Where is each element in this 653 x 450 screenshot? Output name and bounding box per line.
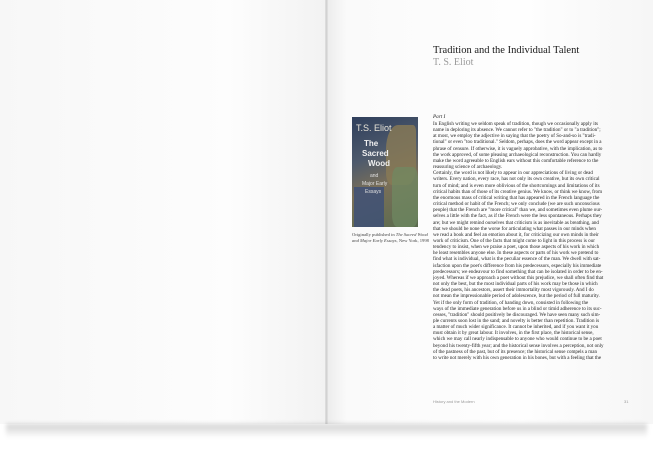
body-text-line: a matter of much wider significance. It cannot be inherited, and if you want it you xyxy=(433,324,599,331)
body-text-line: ple currents soon lost in the sand; and novelty is better than repetition. Tradition is xyxy=(433,318,600,324)
body-text-line: critical habits than of those of its creative genius. We know, or think we know, from xyxy=(433,188,602,195)
body-text-line: name in deploring its absence. We cannot refer to "the tradition" or to "a tradition"; xyxy=(433,127,601,134)
body-text-line: the enormous mass of critical writing that has appeared in the French language the xyxy=(433,194,600,201)
caption-prefix: Originally published in xyxy=(352,232,396,237)
body-text-line: ways of the immediate generation before us in a blind or timid adherence to its suc- xyxy=(433,305,602,312)
running-footer: History and the Modern xyxy=(433,399,475,404)
body-text-line: selves a little with the fact, as if the French were the less spontaneous. Perhaps they xyxy=(433,213,602,220)
cover-subtitle-line: and xyxy=(370,173,379,179)
body-text-line: predecessors; we endeavour to find something that can be isolated in order to be en- xyxy=(433,268,603,275)
cover-art-shape xyxy=(392,167,418,227)
body-text-line: find what is individual, what is the peculiar essence of the man. We dwell with sat- xyxy=(433,256,601,263)
cover-subtitle-line: Essays xyxy=(365,189,382,195)
body-text-line: of the pastness of the past, but of its presence; the historical sense compels a man xyxy=(433,348,597,355)
body-text-line: phrase of censure. If otherwise, it is vaguely approbative, with the implication, as to xyxy=(433,145,603,152)
body-text-line: he least resembles anyone else. In these aspects or parts of his work we pretend to xyxy=(433,250,599,257)
left-page xyxy=(0,0,327,424)
page-gutter xyxy=(325,0,328,424)
body-text-line: at most, we employ the adjective in saying that the poetry of So-and-so is "tradi- xyxy=(433,133,596,140)
body-text-line: the work approved, of some pleasing archaeological reconstruction. You can hardly xyxy=(433,151,602,158)
part-label: Part I xyxy=(433,114,446,120)
caption-suffix: , New York, 1998 xyxy=(396,237,429,243)
body-text-line: Yet if the only form of tradition, of handing down, consisted in following the xyxy=(433,299,589,306)
cover-title-line: Sacred xyxy=(362,149,389,158)
body-text-line: not only the best, but the most individual parts of his work may be those in which xyxy=(433,281,598,288)
body-text-line: writers. Every nation, every race, has not only its own creative, but its own critical xyxy=(433,176,600,183)
cover-caption xyxy=(352,232,432,244)
body-text-line: are; but we might remind ourselves that criticism is as inevitable as breathing, and xyxy=(433,219,599,226)
body-text-line: people) that the French are "more critical" than we, and sometimes even plume our- xyxy=(433,207,603,214)
body-text-line: must obtain it by great labour. It involves, in the first place, the historical sense, xyxy=(433,330,594,337)
essay-title: Tradition and the Individual Talent xyxy=(433,45,580,56)
page-number: 31 xyxy=(624,399,629,404)
cover-subtitle-line: Major Early xyxy=(362,181,388,187)
body-text-line: which we may call nearly indispensable to anyone who would continue to be a poet xyxy=(433,336,602,343)
body-text-line: cesses, "tradition" should positively be discouraged. We have seen many such sim- xyxy=(433,311,601,318)
body-text-line: tional" or even "too traditional." Seldom, perhaps, does the word appear except in a xyxy=(433,139,602,146)
essay-body-text xyxy=(433,121,632,361)
body-text-line: to write not merely with his own generation in his bones, but with a feeling that the xyxy=(433,354,602,361)
cover-title-line: The xyxy=(364,139,379,148)
book-cover-image xyxy=(352,117,418,227)
body-text-line: In English writing we seldom speak of tradition, though we occasionally apply its xyxy=(433,121,598,127)
body-text-line: not mean the impressionable period of adolescence, but the period of full maturity. xyxy=(433,293,600,300)
body-text-line: make the word agreeable to English ears without this comfortable reference to the xyxy=(433,157,599,164)
body-text-line: Certainly, the word is not likely to appear in our appreciations of living or dead xyxy=(433,170,593,177)
body-text-line: the dead poets, his ancestors, assert their immortality most vigorously. And I do xyxy=(433,287,594,294)
body-text-line: tendency to insist, when we praise a poet, upon those aspects of his work in which xyxy=(433,244,600,251)
body-text-line: joyed. Whereas if we approach a poet without this prejudice, we shall often find that xyxy=(433,274,604,281)
body-text-line: isfaction upon the poet's difference from his predecessors, especially his immediate xyxy=(433,262,602,269)
body-text-line: critical method or habit of the French; we only conclude (we are such unconscious xyxy=(433,201,600,208)
essay-author: T. S. Eliot xyxy=(433,57,474,68)
cover-author: T.S. Eliot xyxy=(356,123,392,133)
cover-title-line: Wood xyxy=(368,159,391,168)
body-text-line: we read a book and feel an emotion about it, for criticizing our own minds in their xyxy=(433,231,599,238)
body-text-line: work of criticism. One of the facts that might come to light in this process is our xyxy=(433,237,595,244)
body-text-line: reassuring science of archaeology. xyxy=(433,164,503,171)
spread-shadow xyxy=(6,424,647,438)
body-text-line: that we should be none the worse for articulating what passes in our minds when xyxy=(433,225,596,232)
body-text-line: beyond his twenty-fifth year; and the historical sense involves a perception, not only xyxy=(433,342,604,349)
body-text-line: turn of mind; and is even more oblivious of the shortcomings and limitations of its xyxy=(433,182,600,189)
caption-book-title: The Sacred Wood and Major Early Essays xyxy=(352,232,428,243)
